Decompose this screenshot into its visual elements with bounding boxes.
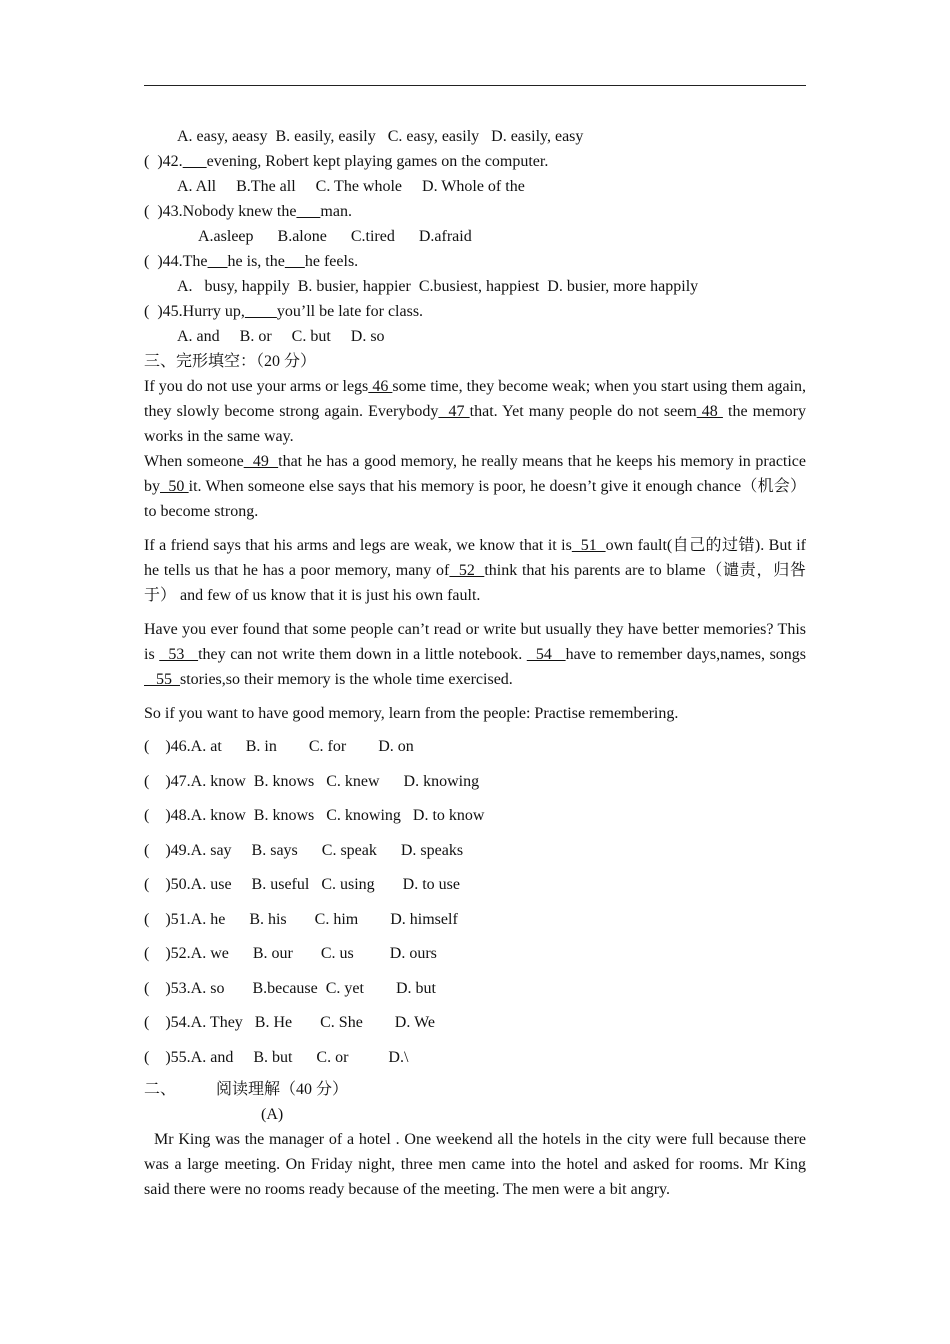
cloze-option-46: ( )46.A. at B. in C. for D. on — [144, 738, 414, 755]
q43-options: A.asleep B.alone C.tired D.afraid — [198, 228, 472, 245]
answer-blank — [183, 153, 207, 170]
q45-question: ( )45.Hurry up, you’ll be late for class. — [144, 303, 424, 320]
q42-question: ( )42. evening, Robert kept playing games on the computer. — [144, 153, 549, 170]
cloze-option-49: ( )49.A. say B. says C. speak D. speaks — [144, 841, 464, 859]
cloze-option-50: ( )50.A. use B. useful C. using D. to use — [144, 876, 460, 893]
q43-question: ( )43.Nobody knew the man. — [144, 203, 352, 220]
cloze-option-55: ( )55.A. and B. but C. or D.\ — [144, 1048, 409, 1066]
cloze-paragraph-5: So if you want to have good memory, learn from the people: Practise remembering. — [144, 705, 679, 722]
cloze-paragraph-3: If a friend says that his arms and legs are weak, we know that it is 51 own fault(自己的过错). But if he tells us that he has a poor memory, many of 52 think that his parents are to blame（谴责，归咎于） and few of us know that it is just his own fault. — [144, 537, 806, 604]
cloze-blank-54: 54 — [526, 646, 566, 663]
answer-blank — [245, 303, 277, 320]
cloze-blank-48: 48 — [696, 403, 723, 420]
cloze-option-53: ( )53.A. so B.because C. yet D. but — [144, 979, 436, 997]
answer-blank — [208, 253, 228, 270]
cloze-blank-50: 50 — [160, 478, 189, 495]
cloze-option-54: ( )54.A. They B. He C. She D. We — [144, 1014, 435, 1031]
answer-blank — [285, 253, 305, 270]
cloze-blank-49: 49 — [243, 453, 279, 470]
cloze-option-51: ( )51.A. he B. his C. him D. himself — [144, 910, 458, 928]
section3-title: 三、完形填空：（20 分） — [144, 353, 317, 370]
answer-blank — [296, 203, 320, 220]
reading-label: (A) — [261, 1106, 284, 1123]
cloze-blank-53: 53 — [159, 646, 199, 663]
cloze-paragraph-4: Have you ever found that some people can’t read or write but usually they have better memories? This is 53 they can not write them down in a little notebook. 54 have to remember days,names, songs 55 stories,so their memory is the whole time exercised. — [144, 621, 807, 688]
q44-options: A. busy, happily B. busier, happier C.busiest, happiest D. busier, more happily — [177, 278, 699, 295]
cloze-options-list — [144, 730, 806, 1075]
cloze-option-52: ( )52.A. we B. our C. us D. ours — [144, 945, 437, 962]
cloze-paragraph-2: When someone 49 that he has a good memory, he really means that he keeps his memory in practice by 50 it. When someone else says that his memory is poor, he doesn’t give it enough chance（机会）to become strong. — [144, 453, 807, 520]
reading-passage-a: Mr King was the manager of a hotel . One weekend all the hotels in the city were full because there was a large meeting. On Friday night, three men came into the hotel and asked for rooms. Mr King said there were no rooms ready because of the meeting. The men were a bit angry. — [144, 1131, 806, 1198]
cloze-paragraph-1: If you do not use your arms or legs 46 some time, they become weak; when you start using them again, they slowly become strong again. Everybody 47 that. Yet many people do not seem 48 the memory works in the same way. — [144, 378, 807, 445]
cloze-blank-52: 52 — [449, 562, 485, 579]
cloze-blank-55: 55 — [144, 671, 180, 688]
q42-options: A. All B.The all C. The whole D. Whole of the — [177, 178, 525, 195]
q44-question: ( )44.The he is, the he feels. — [144, 253, 359, 270]
cloze-option-47: ( )47.A. know B. knows C. knew D. knowing — [144, 772, 480, 790]
cloze-option-48: ( )48.A. know B. knows C. knowing D. to know — [144, 807, 485, 824]
section2-title: 二、 阅读理解（40 分） — [144, 1081, 349, 1098]
cloze-blank-46: 46 — [368, 378, 393, 395]
q41-options: A. easy, aeasy B. easily, easily C. easy, easily D. easily, easy — [177, 128, 584, 145]
cloze-blank-51: 51 — [571, 537, 606, 554]
worksheet-content — [144, 124, 806, 1202]
header-rule — [144, 85, 806, 86]
q45-options: A. and B. or C. but D. so — [177, 328, 385, 345]
cloze-blank-47: 47 — [438, 403, 470, 420]
